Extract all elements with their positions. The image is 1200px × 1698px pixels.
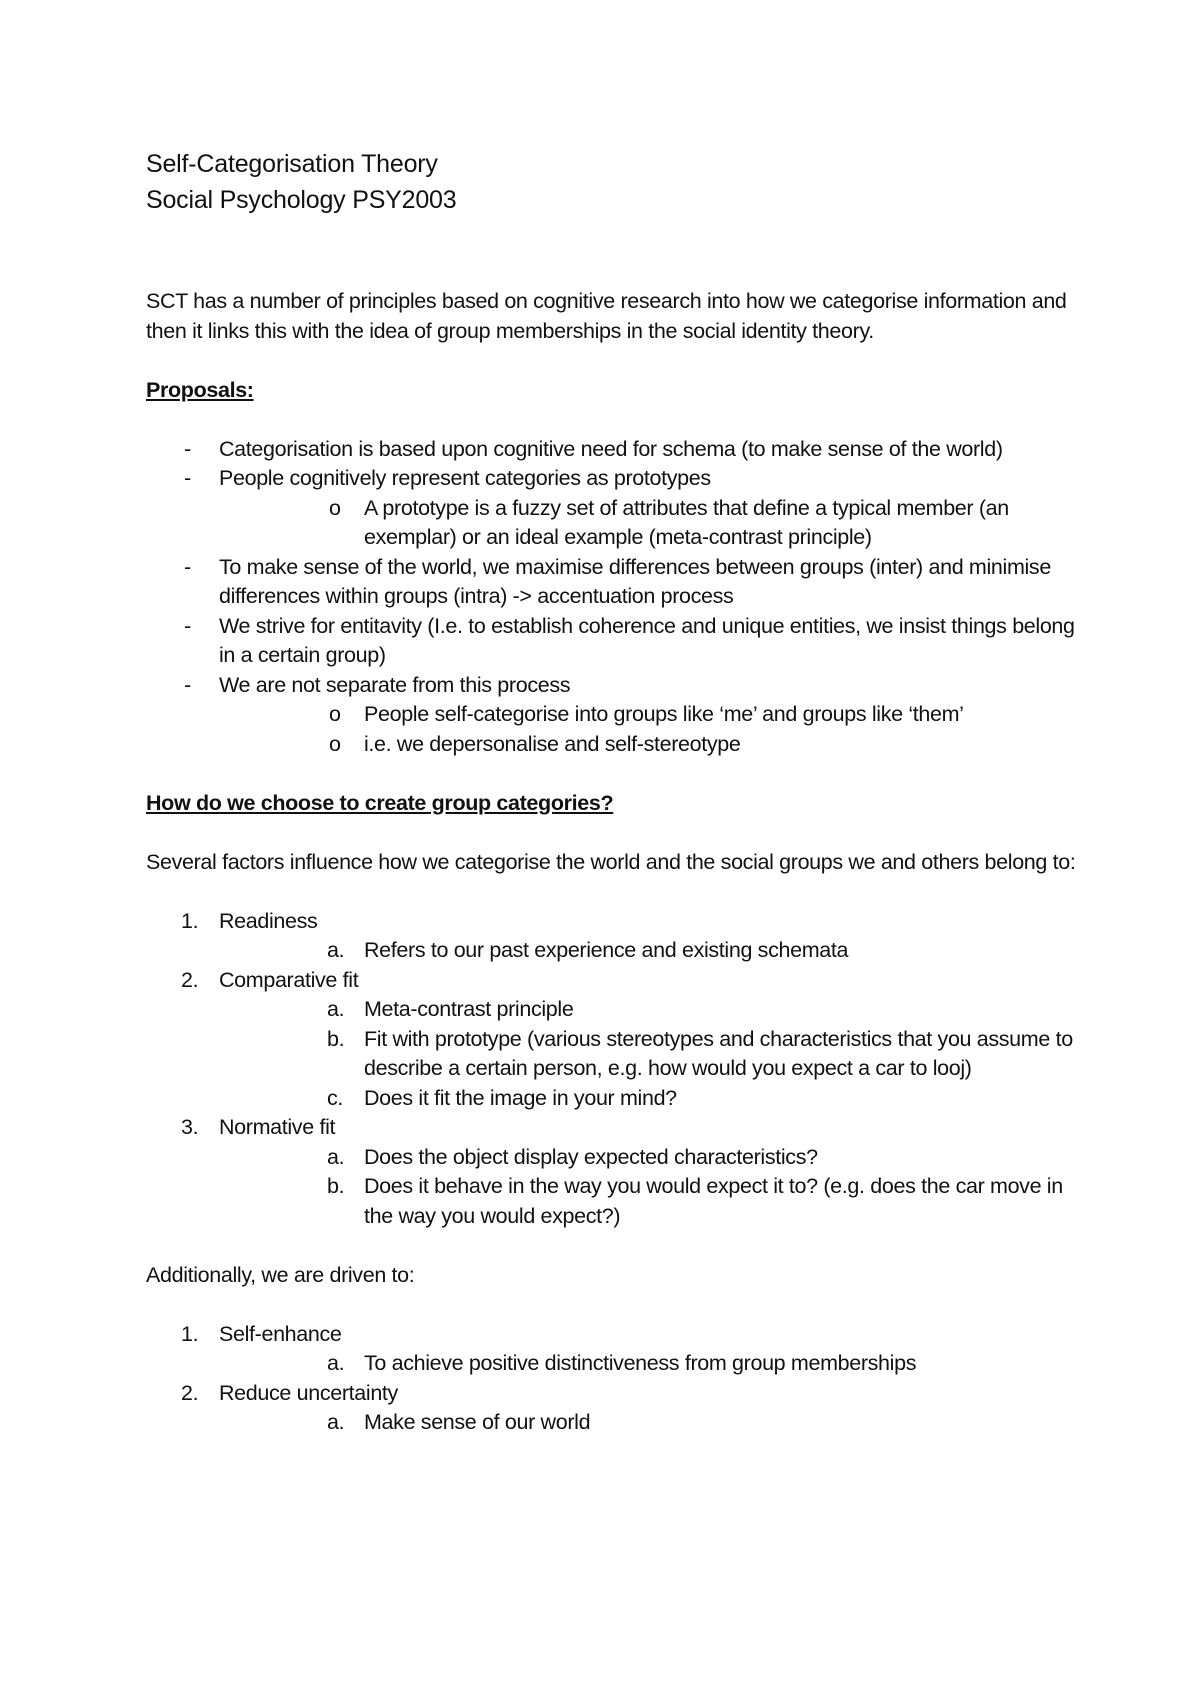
list-number: 3.: [181, 1115, 199, 1139]
list-item-text: We strive for entitavity (I.e. to establish coherence and unique entities, we insist things belong in a certain group): [219, 613, 1075, 667]
list-item-text: People cognitively represent categories as prototypes: [219, 466, 711, 490]
list-item-text: Does the object display expected characteristics?: [364, 1144, 818, 1169]
list-item: [146, 671, 1076, 760]
list-item: [146, 553, 1076, 612]
sub-list: [219, 995, 1076, 1113]
categories-heading: How do we choose to create group categories?: [146, 790, 614, 815]
list-item-text: People self-categorise into groups like ‘me’ and groups like ‘them’: [364, 702, 964, 726]
circle-bullet: o: [329, 702, 341, 726]
list-item-text: Does it fit the image in your mind?: [364, 1085, 677, 1110]
list-item-text: Reduce uncertainty: [219, 1380, 398, 1405]
list-letter: a.: [327, 1144, 345, 1169]
list-letter: a.: [327, 997, 345, 1021]
list-letter: b.: [327, 1026, 345, 1051]
categories-intro: Several factors influence how we categorise the world and the social groups we and others belong to:: [146, 849, 1076, 874]
sub-list: [219, 1349, 1076, 1379]
list-item: [219, 730, 1076, 760]
intro-paragraph: SCT has a number of principles based on cognitive research into how we categorise information and then it links this with the idea of group memberships in the social identity theory.: [146, 289, 1067, 343]
proposals-heading: Proposals:: [146, 377, 254, 402]
list-letter: a.: [327, 1351, 345, 1375]
list-item-text: To make sense of the world, we maximise differences between groups (inter) and minimise differences within groups (intra) -> accentuation process: [219, 554, 1051, 608]
document-page: [146, 146, 1076, 1438]
list-item-text: A prototype is a fuzzy set of attributes that define a typical member (an exemplar) or an ideal example (meta-contrast principle): [364, 495, 1009, 549]
sub-list: [219, 700, 1076, 759]
sub-list: [219, 936, 1076, 966]
categories-list: [146, 907, 1076, 1232]
list-item: [146, 435, 1076, 465]
dash-bullet: -: [184, 672, 191, 697]
list-item: [219, 1172, 1076, 1231]
list-item: [146, 966, 1076, 1114]
list-item-text: i.e. we depersonalise and self-stereotype: [364, 731, 741, 756]
circle-bullet: o: [329, 495, 341, 520]
list-letter: a.: [327, 938, 345, 962]
list-item: [219, 936, 1076, 966]
list-item-text: To achieve positive distinctiveness from group memberships: [364, 1351, 917, 1375]
list-item-text: Fit with prototype (various stereotypes and characteristics that you assume to describe a certain person, e.g. how would you expect a car to looj): [364, 1026, 1073, 1080]
list-item-text: Meta-contrast principle: [364, 997, 574, 1021]
list-item: [146, 907, 1076, 966]
dash-bullet: -: [184, 554, 191, 579]
list-item-text: We are not separate from this process: [219, 672, 571, 697]
list-item: [146, 1113, 1076, 1231]
sub-list: [219, 494, 1076, 553]
list-number: 1.: [181, 908, 199, 933]
list-number: 2.: [181, 1380, 199, 1405]
list-item-text: Comparative fit: [219, 967, 359, 992]
list-letter: c.: [327, 1085, 344, 1110]
list-item-text: Refers to our past experience and existing schemata: [364, 938, 849, 962]
list-item-text: Readiness: [219, 908, 318, 933]
circle-bullet: o: [329, 731, 341, 756]
document-subtitle: Social Psychology PSY2003: [146, 186, 457, 214]
list-item-text: Make sense of our world: [364, 1410, 591, 1434]
list-item-text: Categorisation is based upon cognitive need for schema (to make sense of the world): [219, 436, 1003, 461]
list-number: 2.: [181, 967, 199, 992]
list-item: [219, 494, 1076, 553]
list-item: [146, 1320, 1076, 1379]
list-item-text: Self-enhance: [219, 1321, 342, 1346]
drives-intro: Additionally, we are driven to:: [146, 1262, 415, 1287]
list-item-text: Normative fit: [219, 1115, 336, 1139]
document-title: Self-Categorisation Theory: [146, 150, 438, 178]
list-letter: a.: [327, 1410, 345, 1434]
list-letter: b.: [327, 1174, 345, 1198]
dash-bullet: -: [184, 613, 191, 638]
list-item: [219, 1408, 1076, 1438]
list-item: [219, 1143, 1076, 1173]
list-item: [219, 700, 1076, 730]
list-item: [219, 1025, 1076, 1084]
proposals-list: [146, 435, 1076, 760]
list-item: [219, 1084, 1076, 1114]
drives-list: [146, 1320, 1076, 1438]
list-item: [219, 1349, 1076, 1379]
dash-bullet: -: [184, 436, 191, 461]
list-item-text: Does it behave in the way you would expect it to? (e.g. does the car move in the way you would expect?): [364, 1174, 1063, 1228]
list-item: [146, 464, 1076, 553]
dash-bullet: -: [184, 466, 191, 490]
sub-list: [219, 1408, 1076, 1438]
list-item: [219, 995, 1076, 1025]
list-number: 1.: [181, 1321, 199, 1346]
list-item: [146, 612, 1076, 671]
sub-list: [219, 1143, 1076, 1232]
list-item: [146, 1379, 1076, 1438]
